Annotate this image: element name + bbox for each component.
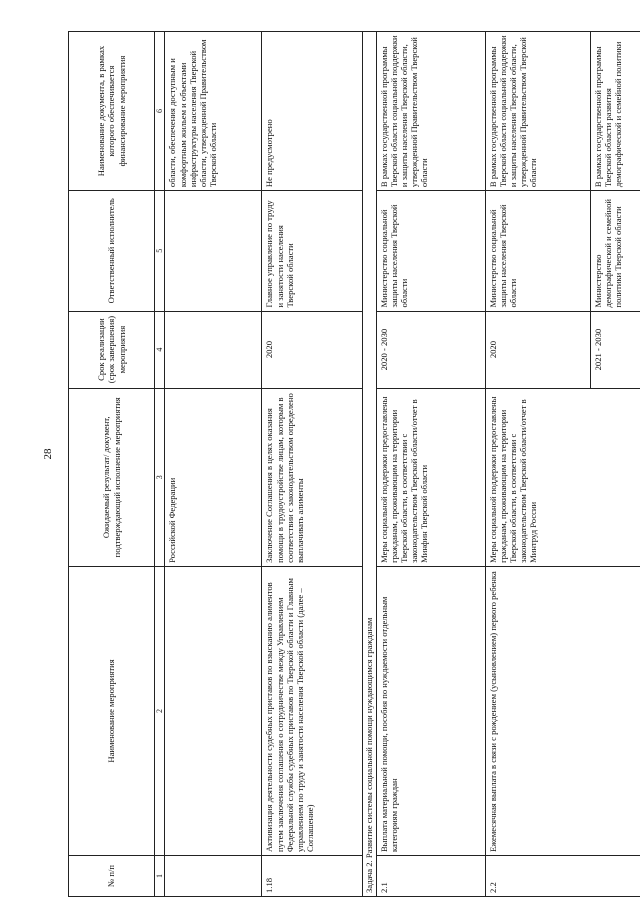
col-number: 5 [155,191,165,311]
cell-name: Выплата материальной помощи, пособия по нуждаемости отдельным категориям граждан [376,566,485,855]
cell-executor: Министерство социальной защиты населения Тверской области [376,191,485,311]
cell-result: Меры социальной поддержки предоставлены гражданам, проживающим на территории Тверской области, в соответствии с законодательством Тверской области/отчет в Минфин Тверской области [376,388,485,566]
cell-term: 2021 - 2030 [590,311,640,388]
rotated-table-container [68,31,623,897]
cell-executor: Министерство демографической и семейной политики Тверской области [590,191,640,311]
table-row [262,32,363,897]
cell-document: В рамках государственной программы Тверской области социальной поддержки и защиты населения Тверской области, утвержденной Правительством Тверской области [485,32,590,191]
col-number: 2 [155,566,165,855]
measures-table [68,31,640,897]
header-executor: Ответственный исполнитель [69,191,155,311]
task-heading-row [363,32,376,897]
cell-result: Заключение Соглашения в целях оказания помощи в трудоустройстве лицам, которым в соответствии с законодательством определено выплачивать алименты [262,388,363,566]
page-number: 28 [42,448,54,460]
header-term: Срок реализации (срок завершения) мероприятия [69,311,155,388]
cell-result: Меры социальной поддержки предоставлены гражданам, проживающим на территории Тверской области, в соответствии с законодательством Тверской области/отчет в Минтруд России [485,388,640,566]
table-row [165,32,262,897]
table-row [485,32,590,897]
cell-term: 2020 - 2030 [376,311,485,388]
cell-document: области, обеспечения доступным и комфортным жильем и объектами инфраструктуры населения Тверской области, утвержденной Правительством Тверской области [165,32,262,191]
col-number: 4 [155,311,165,388]
header-name: Наименование мероприятия [69,566,155,855]
cell-document: В рамках государственной программы Тверской области развития демографической и семейной политики [590,32,640,191]
cell-name: Активизация деятельности судебных приставов по взысканию алиментов путем заключения соглашения о сотрудничестве между Управлением Федеральной службы судебных приставов по Тверской области и Главным управлением по труду и занятости населения Тверской области (далее – Соглашение) [262,566,363,855]
header-result: Ожидаемый результат/ документ, подтверждающий исполнение мероприятия [69,388,155,566]
cell-executor: Министерство социальной защиты населения Тверской области [485,191,590,311]
column-number-row [155,32,165,897]
cell-num: 2.2 [485,856,640,897]
cell-num: 1.18 [262,856,363,897]
cell-result: Российской Федерации [165,388,262,566]
header-row [69,32,155,897]
task-heading: Задача 2. Развитие системы социальной помощи нуждающимся гражданам [363,32,376,897]
header-document: Наименование документа, в рамках которого обеспечивается финансирование мероприятия [69,32,155,191]
table-row [376,32,485,897]
cell-executor: Главное управление по труду и занятости населения Тверской области [262,191,363,311]
cell-name: Ежемесячная выплата в связи с рождением (усыновлением) первого ребенка [485,566,640,855]
col-number: 3 [155,388,165,566]
cell-document: В рамках государственной программы Тверской области социальной поддержки и защиты населения Тверской области, утвержденной Правительством Тверской области [376,32,485,191]
cell-term: 2020 [485,311,590,388]
cell-document: Не предусмотрено [262,32,363,191]
col-number: 1 [155,856,165,897]
header-num: № п/п [69,856,155,897]
cell-term: 2020 [262,311,363,388]
col-number: 6 [155,32,165,191]
cell-num: 2.1 [376,856,485,897]
